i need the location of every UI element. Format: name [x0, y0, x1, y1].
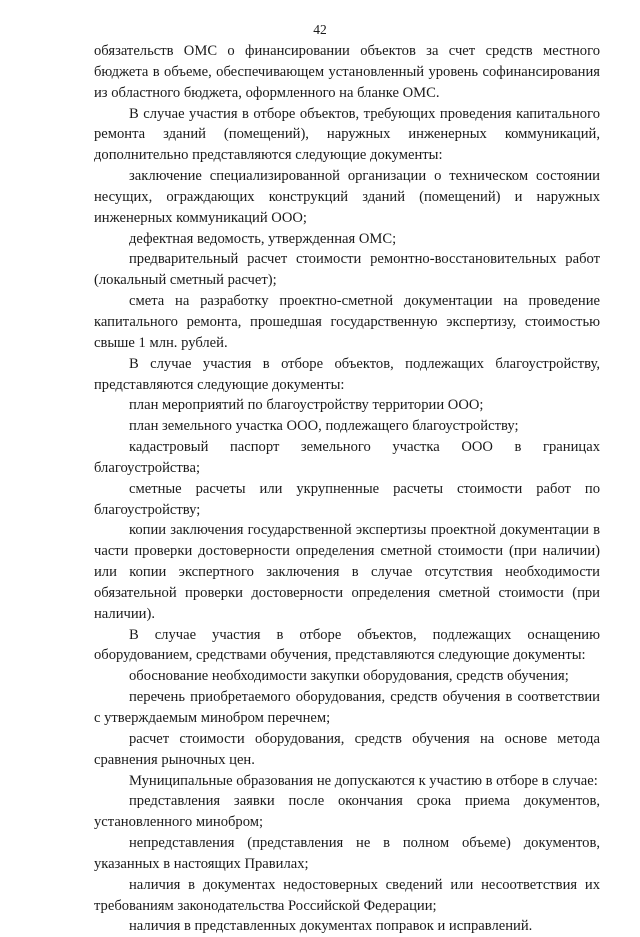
paragraph: представления заявки после окончания срока приема документов, установленного минобром;: [94, 793, 600, 831]
paragraph: сметные расчеты или укрупненные расчеты стоимости работ по благоустройству;: [94, 480, 600, 518]
paragraph: В случае участия в отборе объектов, требующих проведения капитального ремонта зданий (помещений), наружных инженерных коммуникаций, дополнительно представляются следующие документы:: [94, 105, 600, 164]
document-body: [94, 41, 600, 937]
paragraph: В случае участия в отборе объектов, подлежащих оснащению оборудованием, средствами обучения, представляются следующие документы:: [94, 626, 600, 664]
paragraph: предварительный расчет стоимости ремонтно-восстановительных работ (локальный сметный расчет);: [94, 251, 600, 289]
paragraph: обоснование необходимости закупки оборудования, средств обучения;: [129, 668, 569, 685]
paragraph: Муниципальные образования не допускаются к участию в отборе в случае:: [129, 772, 598, 789]
paragraph: наличия в представленных документах поправок и исправлений.: [129, 918, 533, 935]
paragraph: расчет стоимости оборудования, средств обучения на основе метода сравнения рыночных цен.: [94, 730, 600, 768]
paragraph: В случае участия в отборе объектов, подлежащих благоустройству, представляются следующие документы:: [94, 355, 600, 393]
paragraph: план мероприятий по благоустройству территории ООО;: [129, 397, 484, 414]
paragraph: наличия в документах недостоверных сведений или несоответствия их требованиям законодательства Российской Федерации;: [94, 876, 600, 914]
paragraph: кадастровый паспорт земельного участка ООО в границах благоустройства;: [94, 439, 600, 476]
paragraph: заключение специализированной организации о техническом состоянии несущих, ограждающих конструкций зданий (помещений) и наружных инженерных коммуникаций ООО;: [94, 168, 600, 226]
paragraph: обязательств ОМС о финансировании объектов за счет средств местного бюджета в объеме, обеспечивающем установленный уровень софинансирования из областного бюджета, оформленного на бланке ОМС.: [94, 43, 600, 101]
paragraph: план земельного участка ООО, подлежащего благоустройству;: [129, 418, 519, 435]
paragraph: копии заключения государственной экспертизы проектной документации в части проверки достоверности определения сметной стоимости (при наличии) или копии экспертного заключения в случае отсутствия необходимости обязательной проверки достоверности определения сметной стоимости (при наличии).: [94, 522, 600, 622]
paragraph: непредставления (представления не в полном объеме) документов, указанных в настоящих Правилах;: [94, 835, 600, 872]
paragraph: смета на разработку проектно-сметной документации на проведение капитального ремонта, прошедшая государственную экспертизу, стоимостью свыше 1 млн. рублей.: [94, 293, 600, 351]
page-number: 42: [313, 22, 327, 37]
paragraph: дефектная ведомость, утвержденная ОМС;: [129, 230, 397, 247]
paragraph: перечень приобретаемого оборудования, средств обучения в соответствии с утверждаемым минобром перечнем;: [94, 689, 600, 726]
